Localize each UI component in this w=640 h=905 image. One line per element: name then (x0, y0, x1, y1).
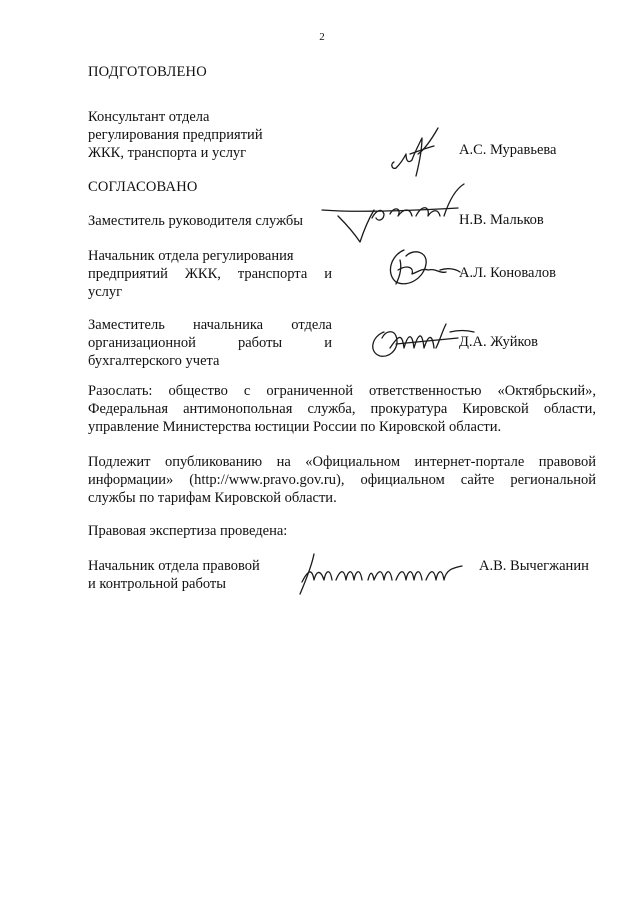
prepared-position-line: регулирования предприятий (88, 127, 263, 143)
page-number: 2 (319, 31, 325, 43)
agreed-signer-1-name: Н.В. Мальков (459, 212, 544, 228)
agreed-signer-3-position (88, 316, 332, 370)
agreed-signer-1-position (88, 212, 303, 230)
legal-review-position (88, 557, 260, 593)
agreed-signer-3-position-line: Заместитель начальника отдела (88, 317, 332, 333)
legal-review-signer-name: А.В. Вычегжанин (479, 558, 589, 574)
agreed-heading: СОГЛАСОВАНО (88, 179, 198, 195)
signature-konovalov (384, 244, 464, 288)
prepared-position-line: Консультант отдела (88, 109, 210, 125)
prepared-position (88, 108, 263, 162)
agreed-signer-2-name: А.Л. Коновалов (459, 265, 556, 281)
legal-review-heading: Правовая экспертиза проведена: (88, 523, 288, 539)
agreed-signer-3-position-line: организационной работы и (88, 335, 332, 351)
publication-line: информации» (http://www.pravo.gov.ru), официальном сайте региональной (88, 472, 596, 488)
publication-line: службы по тарифам Кировской области. (88, 490, 337, 506)
agreed-signer-1-position-line: Заместитель руководителя службы (88, 213, 304, 229)
prepared-heading: ПОДГОТОВЛЕНО (88, 64, 207, 80)
signature-vychegzhanin (296, 550, 466, 598)
distribution-line: управление Министерства юстиции России по Кировской области. (88, 419, 502, 435)
signature-muravyeva (388, 124, 444, 184)
agreed-signer-2-position (88, 247, 332, 301)
distribution-line: Федеральная антимонопольная служба, прокуратура Кировской области, (88, 401, 596, 417)
publication-paragraph (88, 453, 596, 507)
legal-review-position-line: и контрольной работы (88, 576, 226, 592)
agreed-signer-3-name: Д.А. Жуйков (459, 334, 538, 350)
distribution-paragraph (88, 382, 596, 436)
prepared-signer-name: А.С. Муравьева (459, 142, 557, 158)
signature-malkov (318, 180, 468, 248)
agreed-signer-3-position-line: бухгалтерского учета (88, 353, 220, 369)
publication-line: Подлежит опубликованию на «Официальном интернет-портале правовой (88, 454, 596, 470)
prepared-position-line: ЖКК, транспорта и услуг (88, 145, 247, 161)
legal-review-position-line: Начальник отдела правовой (88, 558, 260, 574)
agreed-signer-2-position-line: Начальник отдела регулирования (88, 248, 294, 264)
agreed-signer-2-position-line: услуг (88, 284, 123, 300)
agreed-signer-2-position-line: предприятий ЖКК, транспорта и (88, 266, 332, 282)
distribution-line: Разослать: общество с ограниченной ответственностью «Октябрьский», (88, 383, 596, 399)
